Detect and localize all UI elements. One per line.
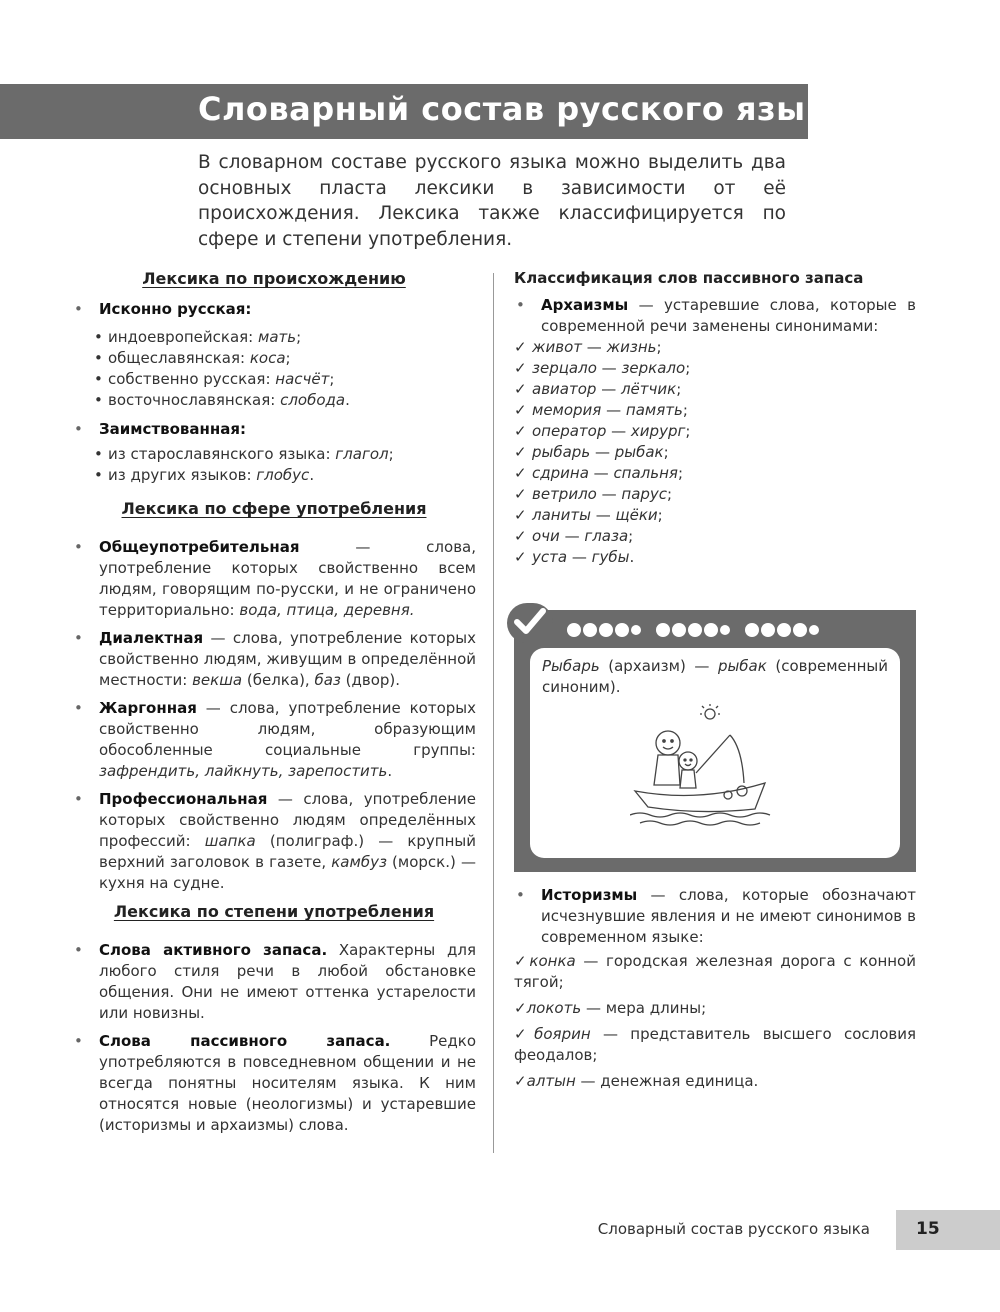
bullet-professional: • Профессиональная — слова, употребление которых свойственно людям определённых профессий: шапка (полиграф.) — крупный верхний заголовок в газете, камбуз (морск.) — кухня на судне.	[72, 789, 476, 894]
bullet-native	[72, 299, 476, 320]
modern-word: хирург	[630, 422, 686, 440]
right-column	[514, 268, 916, 568]
section-heading-degree: Лексика по степени употребления	[113, 902, 435, 921]
modern-word: жизнь	[606, 338, 657, 356]
bullet-dialect: • Диалектная — слова, употребление которых свойственно людям, живущим в определённой местности: векша (белка), баз (двор).	[72, 628, 476, 691]
title-bar	[0, 84, 850, 139]
historism-item	[514, 1024, 916, 1066]
term-native: Исконно русская:	[99, 300, 252, 318]
archaism-word: очи	[532, 527, 560, 545]
archaism-word: рыбарь	[532, 443, 591, 461]
dash: —	[596, 380, 621, 398]
modern-word: глаза	[584, 527, 629, 545]
dash: —	[588, 464, 614, 482]
modern-word: парус	[621, 485, 668, 503]
bullet-common: • Общеупотребительная — слова, употребление которых свойственно всем людям, говорящим по-русски, и не ограничено территориально: вода, птица, деревня.	[72, 537, 476, 621]
historism-item	[514, 998, 916, 1019]
punct: ;	[676, 380, 682, 398]
column-divider	[493, 273, 494, 1153]
check-icon: ✓	[514, 380, 527, 398]
archaism-word: авиатор	[532, 380, 597, 398]
dash: —	[582, 338, 607, 356]
archaism-pair	[514, 526, 916, 547]
historism-item	[514, 951, 916, 993]
historism-definition: — городская железная дорога с конной тягой;	[514, 952, 916, 991]
historism-word: алтын	[526, 1072, 576, 1090]
archaism-pair	[514, 463, 916, 484]
sub-item: • индоевропейская: мать;	[72, 327, 476, 348]
historism-word: конка	[529, 952, 576, 970]
bullet-borrowed	[72, 419, 476, 440]
dots-decoration	[567, 619, 821, 638]
historisms-block	[514, 885, 916, 1097]
archaism-word: оператор	[532, 422, 607, 440]
dash: —	[606, 422, 631, 440]
historism-word: локоть	[526, 999, 582, 1017]
archaism-pair	[514, 421, 916, 442]
punct: ;	[677, 464, 684, 482]
intro-paragraph: В словарном составе русского языка можно выделить два основных пласта лексики в зависимости от её происхождения. Лексика также классифицируется по сфере и степени употребления.	[198, 152, 786, 250]
modern-word: память	[625, 401, 683, 419]
archaism-list	[514, 337, 916, 568]
check-badge	[507, 603, 553, 643]
modern-word: спальня	[613, 464, 678, 482]
archaism-word: уста	[532, 548, 568, 566]
check-icon: ✓	[514, 485, 527, 503]
check-icon: ✓	[514, 1025, 535, 1043]
page-number: 15	[916, 1219, 940, 1239]
dash: —	[596, 485, 622, 503]
check-icon: ✓	[514, 952, 530, 970]
bullet-historisms: • Историзмы — слова, которые обозначают исчезнувшие явления и не имеют синонимов в современном языке:	[514, 885, 916, 948]
archaism-word: ветрило	[532, 485, 597, 503]
archaism-word: сдрина	[532, 464, 589, 482]
check-icon: ✓	[514, 443, 527, 461]
fisherman-illustration	[630, 703, 780, 828]
archaism-pair	[514, 400, 916, 421]
archaism-word: живот	[532, 338, 583, 356]
footer-title: Словарный состав русского языка	[597, 1220, 870, 1238]
punct: ;	[663, 443, 669, 461]
modern-word: рыбак	[614, 443, 664, 461]
bullet-jargon: • Жаргонная — слова, употребление которых свойственно людям, образующим обособленные социальные группы: зафрендить, лайкнуть, зарепостить.	[72, 698, 476, 782]
dash: —	[567, 548, 592, 566]
punct: ;	[685, 422, 691, 440]
page-title: Словарный состав русского языка	[198, 90, 850, 128]
historism-definition: — мера длины;	[581, 999, 707, 1017]
example-text: Рыбарь (архаизм) — рыбак (современный синоним).	[542, 657, 888, 696]
archaism-word: ланиты	[532, 506, 591, 524]
check-icon: ✓	[514, 464, 527, 482]
bullet-archaisms: • Архаизмы — устаревшие слова, которые в современной речи заменены синонимами:	[514, 295, 916, 337]
check-icon: ✓	[514, 999, 527, 1017]
check-icon: ✓	[514, 422, 527, 440]
sub-item: • собственно русская: насчёт;	[72, 369, 476, 390]
sub-item: • восточнославянская: слобода.	[72, 390, 476, 411]
punct: ;	[657, 506, 663, 524]
historism-definition: — представитель высшего сословия феодалов;	[514, 1025, 916, 1064]
punct: ;	[656, 338, 662, 356]
example-box	[530, 648, 900, 858]
archaism-pair	[514, 337, 916, 358]
historism-word: боярин	[534, 1025, 591, 1043]
dash: —	[596, 359, 622, 377]
page-number-tab	[896, 1210, 1000, 1250]
section-heading-passive-class: Классификация слов пассивного запаса	[514, 269, 864, 287]
punct: ;	[682, 401, 688, 419]
check-icon: ✓	[514, 1072, 527, 1090]
sub-item: • общеславянская: коса;	[72, 348, 476, 369]
check-icon: ✓	[514, 506, 527, 524]
section-heading-sphere: Лексика по сфере употребления	[121, 499, 427, 518]
historism-list	[514, 951, 916, 1092]
punct: ;	[667, 485, 673, 503]
dash: —	[601, 401, 626, 419]
modern-word: лётчик	[620, 380, 677, 398]
bullet-passive: • Слова пассивного запаса. Редко употребляются в повседневном общении и не всегда понятны носителям языка. К ним относятся новые (неологизмы) и устаревшие (историзмы и архаизмы) слова.	[72, 1031, 476, 1136]
dash: —	[590, 506, 616, 524]
dash: —	[590, 443, 615, 461]
archaism-pair	[514, 358, 916, 379]
archaism-word: мемория	[532, 401, 602, 419]
punct: .	[629, 548, 635, 566]
archaism-word: зерцало	[532, 359, 597, 377]
modern-word: щёки	[615, 506, 658, 524]
check-icon: ✓	[514, 359, 527, 377]
sub-item: • из других языков: глобус.	[72, 465, 476, 486]
archaism-pair	[514, 379, 916, 400]
modern-word: зеркало	[621, 359, 686, 377]
check-icon: ✓	[514, 527, 527, 545]
section-heading-origin: Лексика по происхождению	[142, 269, 406, 288]
bullet-active: • Слова активного запаса. Характерны для любого стиля речи в любой обстановке общения. Они не имеют оттенка устарелости или новизны.	[72, 940, 476, 1024]
modern-word: губы	[591, 548, 630, 566]
historism-item	[514, 1071, 916, 1092]
archaism-pair	[514, 442, 916, 463]
term-borrowed: Заимствованная:	[99, 420, 247, 438]
sub-item: • из старославянского языка: глагол;	[72, 444, 476, 465]
check-icon: ✓	[514, 338, 527, 356]
punct: ;	[628, 527, 634, 545]
archaism-pair	[514, 547, 916, 568]
archaism-pair	[514, 484, 916, 505]
check-icon: ✓	[514, 548, 527, 566]
archaism-pair	[514, 505, 916, 526]
punct: ;	[685, 359, 691, 377]
dash: —	[559, 527, 585, 545]
checkmark-icon	[513, 607, 547, 637]
check-icon: ✓	[514, 401, 527, 419]
left-column	[72, 268, 476, 1143]
historism-definition: — денежная единица.	[575, 1072, 759, 1090]
